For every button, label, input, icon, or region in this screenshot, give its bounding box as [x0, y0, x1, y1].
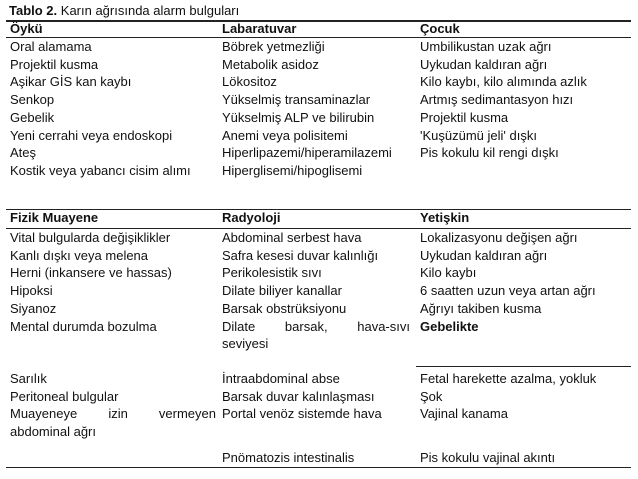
list-item: Böbrek yetmezliği: [222, 39, 325, 54]
radyoloji-list-cont: [222, 370, 410, 423]
list-item: Kanlı dışkı veya melena: [10, 247, 149, 263]
list-item: Şok: [420, 388, 443, 404]
list-item: Abdominal serbest hava: [222, 230, 362, 245]
list-item: Kilo kaybı, kilo alımında azlık: [420, 74, 587, 90]
list-item: Lökositoz: [222, 74, 277, 90]
list-item: Barsak obstrüksiyonu: [222, 300, 347, 316]
oyku-list: [10, 38, 216, 180]
list-item: 6 saatten uzun veya artan ağrı: [420, 283, 596, 299]
list-item: Herni (inkansere ve hassas): [10, 265, 172, 281]
radyoloji-list: [222, 229, 410, 353]
list-item: Peritoneal bulgular: [10, 388, 119, 404]
list-item: Vital bulgularda değişiklikler: [10, 230, 171, 245]
list-item: Umbilikustan uzak ağrı: [420, 39, 552, 54]
list-item: Lokalizasyonu değişen ağrı: [420, 230, 578, 245]
yetiskin-list: [420, 229, 632, 335]
list-item: Sarılık: [10, 371, 47, 386]
list-item: 'Kuşüzümü jeli' dışkı: [420, 127, 537, 143]
list-item: Pis kokulu kil rengi dışkı: [420, 145, 559, 161]
list-item: [222, 318, 410, 336]
gebelikte-rule: [416, 366, 631, 367]
gebelikte-subheader: Gebelikte: [420, 318, 479, 334]
list-item: Fetal harekette azalma, yokluk: [420, 371, 597, 386]
list-item-continuation: seviyesi: [222, 336, 269, 352]
word: izin: [108, 406, 128, 422]
list-item: Kilo kaybı: [420, 265, 477, 281]
list-item: Dilate biliyer kanallar: [222, 283, 342, 299]
list-item: Senkop: [10, 92, 55, 108]
list-item: Yükselmiş ALP ve bilirubin: [222, 109, 375, 125]
header-fizik-muayene: Fizik Muayene: [10, 210, 99, 225]
list-item: Uykudan kaldıran ağrı: [420, 247, 548, 263]
labaratuvar-list: [222, 38, 410, 180]
header-cocuk: Çocuk: [420, 21, 460, 36]
header-yetiskin: Yetişkin: [420, 210, 470, 225]
list-item: İntraabdominal abse: [222, 371, 340, 386]
header-labaratuvar: Labaratuvar: [222, 21, 297, 36]
list-item: Perikolesistik sıvı: [222, 265, 322, 281]
list-item: Gebelik: [10, 109, 55, 125]
list-item-continuation: abdominal ağrı: [10, 424, 96, 440]
list-item: Vajinal kanama: [420, 406, 508, 422]
fizik-muayene-list: [10, 229, 216, 335]
header-radyoloji: Radyoloji: [222, 210, 281, 225]
list-item: Yeni cerrahi veya endoskopi: [10, 127, 173, 143]
list-item: Portal venöz sistemde hava: [222, 406, 382, 422]
bottom-rule: [6, 467, 631, 468]
header-oyku: Öykü: [10, 21, 43, 36]
caption-text: Karın ağrısında alarm bulguları: [57, 3, 240, 18]
list-item: Ağrıyı takiben kusma: [420, 300, 542, 316]
word: barsak,: [284, 318, 328, 334]
radyoloji-last: [222, 449, 410, 467]
list-item: Kostik veya yabancı cisim alımı: [10, 162, 191, 178]
gebelikte-last: [420, 449, 632, 467]
word: hava-sıvı: [357, 318, 410, 334]
list-item: Siyanoz: [10, 300, 57, 316]
fizik-muayene-list-cont: [10, 370, 216, 441]
cocuk-list: [420, 38, 632, 162]
list-item: Yükselmiş transaminazlar: [222, 92, 371, 108]
list-item: Hiperlipazemi/hiperamilazemi: [222, 145, 392, 161]
list-item: Pis kokulu vajinal akıntı: [420, 450, 556, 465]
list-item: Barsak duvar kalınlaşması: [222, 388, 375, 404]
word: Muayeneye: [10, 406, 78, 422]
list-item: Projektil kusma: [420, 109, 509, 125]
list-item: Mental durumda bozulma: [10, 318, 157, 334]
list-item: Hiperglisemi/hipoglisemi: [222, 162, 363, 178]
list-item: Artmış sedimantasyon hızı: [420, 92, 574, 108]
list-item: Uykudan kaldıran ağrı: [420, 56, 548, 72]
caption-label: Tablo 2.: [9, 3, 58, 18]
list-item: Ateş: [10, 145, 37, 161]
list-item: Metabolik asidoz: [222, 56, 319, 72]
table-caption: [9, 3, 239, 18]
list-item: Projektil kusma: [10, 56, 99, 72]
list-item: Pnömatozis intestinalis: [222, 450, 355, 465]
list-item: Safra kesesi duvar kalınlığı: [222, 247, 379, 263]
list-item: Hipoksi: [10, 283, 53, 299]
list-item: Anemi veya polisitemi: [222, 127, 348, 143]
list-item: Oral alamama: [10, 39, 92, 54]
gebelikte-list: [420, 370, 632, 423]
list-item: [10, 405, 216, 423]
word: Dilate: [222, 318, 256, 334]
list-item: Aşikar GİS kan kaybı: [10, 74, 132, 90]
word: vermeyen: [158, 406, 216, 422]
